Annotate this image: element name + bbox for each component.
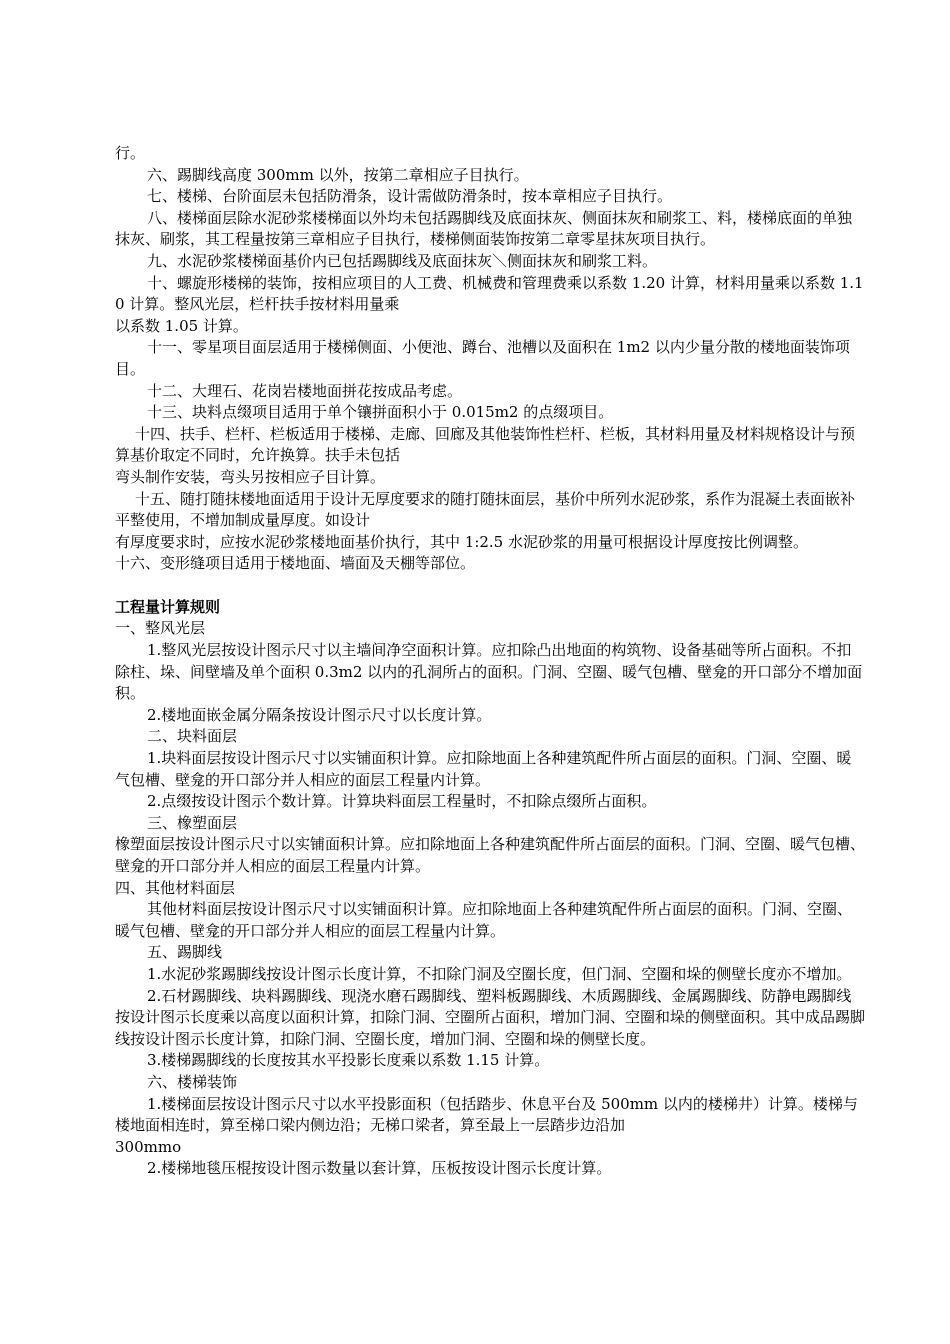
paragraph-item-6: 六、踢脚线高度 300mm 以外，按第二章相应子目执行。 xyxy=(147,165,529,184)
paragraph-item-10-continued: 以系数 1.05 计算。 xyxy=(115,316,248,335)
paragraph-item-14: 十四、扶手、栏杆、栏板适用于楼梯、走廊、回廊及其他装饰性栏杆、栏板，其材料用量及材料规格设计与预算基价取定不同时，允许换算。扶手未包括 xyxy=(115,424,856,465)
rule-heading-4: 四、其他材料面层 xyxy=(115,878,236,897)
rule-heading-2: 二、块料面层 xyxy=(147,727,238,746)
paragraph-item-14-continued: 弯头制作安装，弯头另按相应子目计算。 xyxy=(115,467,386,486)
document-body xyxy=(115,143,865,1180)
section-title: 工程量计算规则 xyxy=(115,597,221,616)
rule-5-2: 2.石材踢脚线、块料踢脚线、现浇水磨石踢脚线、塑料板踢脚线、木质踢脚线、金属踢脚线、防静电踢脚线按设计图示长度乘以高度以面积计算，扣除门洞、空圈所占面积，增加门洞、空圈和垛的侧壁面积。其中成品踢脚线按设计图示长度计算，扣除门洞、空圈长度，增加门洞、空圈和垛的侧壁长度。 xyxy=(115,986,866,1048)
paragraph-item-7: 七、楼梯、台阶面层未包括防滑条，设计需做防滑条时，按本章相应子目执行。 xyxy=(147,187,673,206)
rule-5-3: 3.楼梯踢脚线的长度按其水平投影长度乘以系数 1.15 计算。 xyxy=(147,1051,550,1070)
rule-3-text: 橡塑面层按设计图示尺寸以实铺面积计算。应扣除地面上各种建筑配件所占面层的面积。门洞、空圈、暖气包槽、壁龛的开口部分并人相应的面层工程量内计算。 xyxy=(115,835,866,875)
rule-heading-5: 五、踢脚线 xyxy=(147,943,223,962)
section-gap xyxy=(115,575,865,597)
rule-1-1: 1.整风光层按设计图示尺寸以主墙间净空面积计算。应扣除凸出地面的构筑物、设备基础等所占面积。不扣除柱、垛、间壁墙及单个面积 0.3m2 以内的孔洞所占的面积。门洞、空圈、暖气包槽、壁龛的开口部分不增加面积。 xyxy=(115,641,863,703)
rule-5-1: 1.水泥砂浆踢脚线按设计图示长度计算，不扣除门洞及空圈长度，但门洞、空圈和垛的侧壁长度亦不增加。 xyxy=(147,964,852,983)
paragraph-item-10: 十、螺旋形楼梯的装饰，按相应项目的人工费、机械费和管理费乘以系数 1.20 计算，材料用量乘以系数 1.10 计算。整风光层，栏杆扶手按材料用量乘 xyxy=(115,273,864,314)
paragraph-item-11: 十一、零星项目面层适用于楼梯侧面、小便池、蹲台、池槽以及面积在 1m2 以内少量分散的楼地面装饰项目。 xyxy=(115,338,850,378)
paragraph-item-12: 十二、大理石、花岗岩楼地面拼花按成品考虑。 xyxy=(147,381,463,400)
paragraph-item-15-continued: 有厚度要求时，应按水泥砂浆楼地面基价执行，其中 1:2.5 水泥砂浆的用量可根据设计厚度按比例调整。 xyxy=(115,532,808,551)
paragraph-item-16: 十六、变形缝项目适用于楼地面、墙面及天棚等部位。 xyxy=(115,554,476,573)
rule-2-2: 2.点缀按设计图示个数计算。计算块料面层工程量时，不扣除点缀所占面积。 xyxy=(147,792,657,811)
paragraph-item-9: 九、水泥砂浆楼梯面基价内已包括踢脚线及底面抹灰＼侧面抹灰和刷浆工料。 xyxy=(147,251,658,270)
rule-1-2: 2.楼地面嵌金属分隔条按设计图示尺寸以长度计算。 xyxy=(147,705,492,724)
paragraph-item-8: 八、楼梯面层除水泥砂浆楼梯面以外均未包括踢脚线及底面抹灰、侧面抹灰和刷浆工、料，楼梯底面的单独抹灰、刷浆，其工程量按第三章相应子目执行，楼梯侧面装饰按第二章零星抹灰项目执行。 xyxy=(115,208,853,249)
paragraph-item-15: 十五、随打随抹楼地面适用于设计无厚度要求的随打随抹面层，基价中所列水泥砂浆，系作为混凝土表面嵌补平整使用，不增加制成量厚度。如设计 xyxy=(115,489,856,530)
rule-2-1: 1.块料面层按设计图示尺寸以实铺面积计算。应扣除地面上各种建筑配件所占面层的面积。门洞、空圈、暖气包槽、壁龛的开口部分并人相应的面层工程量内计算。 xyxy=(115,749,852,789)
paragraph-continuation: 行。 xyxy=(115,144,146,162)
rule-6-2: 2.楼梯地毯压棍按设计图示数量以套计算，压板按设计图示长度计算。 xyxy=(147,1159,612,1178)
rule-6-1: 1.楼梯面层按设计图示尺寸以水平投影面积（包括踏步、休息平台及 500mm 以内的楼梯井）计算。楼梯与楼地面相连时，算至梯口梁内侧边沿；无梯口梁者，算至最上一层踏步边沿加 xyxy=(115,1094,858,1135)
rule-heading-6: 六、楼梯装饰 xyxy=(147,1072,238,1091)
paragraph-item-13: 十三、块料点缀项目适用于单个镶拼面积小于 0.015m2 的点缀项目。 xyxy=(147,403,614,422)
rule-heading-1: 一、整风光层 xyxy=(115,619,206,638)
rule-heading-3: 三、橡塑面层 xyxy=(147,813,238,832)
rule-4-text: 其他材料面层按设计图示尺寸以实铺面积计算。应扣除地面上各种建筑配件所占面层的面积。门洞、空圈、暖气包槽、壁龛的开口部分并人相应的面层工程量内计算。 xyxy=(115,900,853,940)
rule-6-1-continued: 300mmo xyxy=(115,1137,182,1156)
